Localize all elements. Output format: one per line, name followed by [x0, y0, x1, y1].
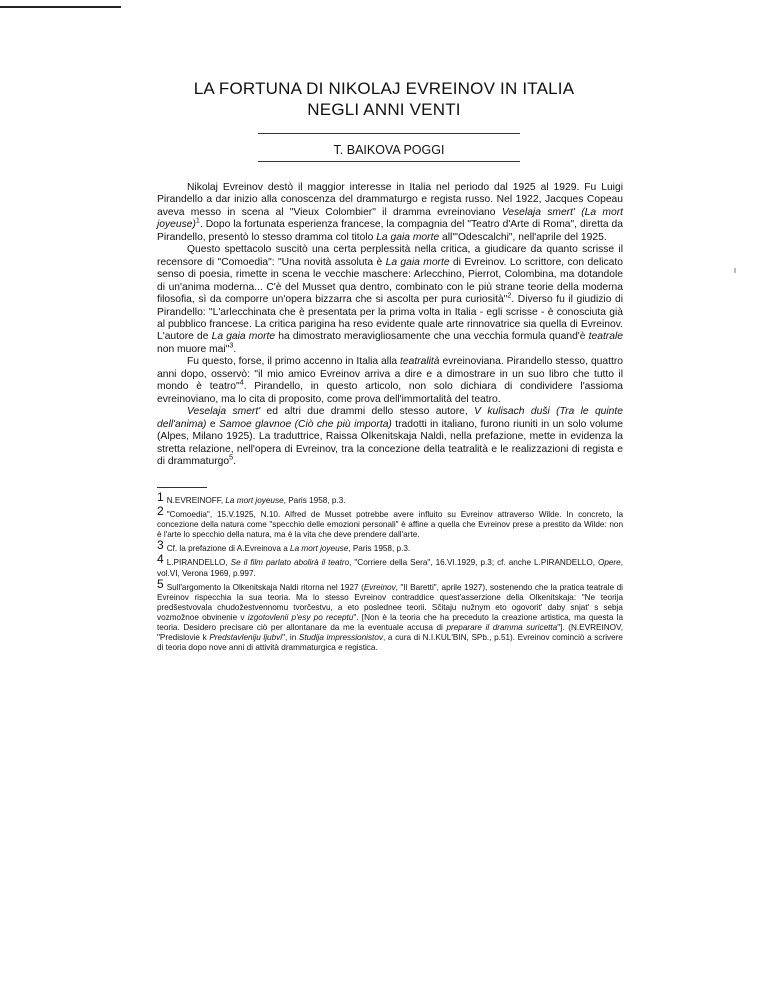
text-run: , vol.VI, Verona 1969, p.997.: [157, 558, 623, 578]
italic-text: Samoe glavnoe (Ciò che più importa): [219, 418, 392, 430]
text-run: Cf. la prefazione di A.Evreinova a: [166, 544, 291, 554]
italic-text: La mort joyeuse: [225, 496, 284, 505]
footnote-ref: 5: [229, 452, 234, 462]
text-run: tradotti in italiano, furono riuniti in un solo volume (Alpes, Milano 1925). La traduttrice, Raissa Olkenitskaja Naldi, nella prefazione, mette in evidenza la stretta relazione, nell'opera di Evreinov, tra la concezione della teatralità e le realizzazioni di regista e di drammaturgo: [157, 418, 623, 467]
article-body: [157, 182, 623, 468]
title-line-2: NEGLI ANNI VENTI: [307, 100, 461, 119]
text-run: "]. (N.EVREINOV, "Predislovie k: [157, 623, 624, 643]
text-run: . Pirandello, in questo articolo, non solo dichiara di condividere l'assioma evreinoviano, ma lo cita di proposito, come prova dell'immortalità del teatro.: [157, 381, 623, 405]
text-run: e: [206, 418, 220, 430]
title-line-1: LA FORTUNA DI NIKOLAJ EVREINOV IN ITALIA: [193, 79, 575, 98]
text-run: ha dimostrato meravigliosamente che una vecchia formula quand'è: [275, 331, 589, 343]
body-paragraph: [157, 244, 623, 356]
top-edge-rule: [0, 6, 121, 8]
scan-mark: [734, 268, 736, 273]
text-run: Questo spettacolo suscitò una certa perplessità nella critica, a giudicare da quanto scrisse il recensore di "Comoedia": "Una novità assoluta è: [157, 244, 623, 268]
italic-text: Opere: [597, 558, 621, 568]
italic-text: La gaia morte: [376, 231, 440, 243]
italic-text: Predstavleniju ljubvi: [209, 633, 283, 643]
footnote: [157, 538, 623, 554]
footnote-ref: 1: [195, 215, 200, 225]
text-run: ". [Non è la teoria che ha preceduto la creazione artistica, ma questa la teoria. Desidero precisare ciò per allontanare da me la eventuale accusa di: [157, 612, 623, 633]
italic-text: La gaia morte: [211, 331, 276, 343]
italic-text: Veselaja smert': [187, 406, 261, 418]
footnote-separator: [157, 487, 207, 488]
italic-text: preparare il dramma suricetta: [446, 623, 558, 633]
footnote-number: 3: [157, 538, 164, 553]
footnote-number: 2: [157, 504, 164, 519]
footnote: [157, 576, 624, 654]
italic-text: teatralità: [400, 356, 440, 368]
footnote-ref: 2: [507, 290, 512, 300]
author-name: T. BAIKOVA POGGI: [333, 143, 445, 157]
text-run: . Diverso fu il giudizio di Pirandello: "L'arlecchinata che è presentata per la prima volta in Italia - egli scrisse - è conosciuta già al pubblico francese. La critica parigina ha reso evidente quale arte rinnovatrice sia quella di Evreinov. L'autore de: [157, 294, 623, 343]
footnote: [157, 490, 623, 506]
text-run: evreinoviana. Pirandello stesso, quattro anni dopo, osservò: "il mio amico Evreinov arriva a dire e a dimostrare in un suo libro che tutto il mondo è teatro": [157, 356, 623, 393]
text-run: ", in: [282, 633, 299, 643]
italic-text: V kulisach duši (Tra le quinte dell'anima): [157, 406, 623, 430]
italic-text: La gaia morte: [385, 256, 450, 268]
text-run: , Paris 1958, p.3.: [283, 496, 346, 505]
text-run: , "Il Baretti", aprile 1927), sostenendo che la pratica teatrale di Evreinov rispecchia la sua teoria. Ma lo stesso Evreinov contraddice quest'asserzione della Olkenitskaja: "Ne teorija predšestvovala chudožestvennomu tvorčestvu, a eto posledneе teorii. Sčitaju nužnym eto ogovorit' daby snjat' s sebja vozmožnoe obvinenie v: [157, 582, 623, 622]
text-run: ed altri due drammi dello stesso autore,: [260, 406, 475, 418]
body-paragraph: [157, 406, 623, 468]
text-run: Fu questo, forse, il primo accenno in Italia alla: [187, 356, 401, 368]
text-run: non muore mai": [157, 343, 230, 355]
italic-text: izgotovlenii p'esy po receptu: [247, 612, 354, 622]
italic-text: Se il film parlato abolirà il teatro: [230, 558, 350, 568]
text-run: Nikolaj Evreinov destò il maggior interesse in Italia nel periodo dal 1925 al 1929. Fu Luigi Pirandello a dar inizio alla conoscenza del drammaturgo e regista russo. Nel 1922, Jacques Copeau aveva messo in scena al "Vieux Colombier" il dramma evreinoviano: [157, 182, 623, 218]
text-run: all'"Odescalchi", nell'aprile del 1925.: [439, 231, 607, 243]
text-run: L.PIRANDELLO,: [166, 558, 231, 568]
italic-text: La mort joyeuse: [290, 544, 349, 554]
body-paragraph: [157, 356, 623, 406]
text-run: , "Corriere della Sera", 16.VI.1929, p.3; cf. anche L.PIRANDELLO,: [349, 558, 598, 568]
text-run: N.EVREINOFF,: [166, 496, 226, 505]
italic-text: teatrale: [588, 331, 623, 343]
text-run: .: [233, 343, 237, 355]
text-run: .: [233, 455, 236, 467]
text-run: "Comoedia", 15.V.1925, N.10. Alfred de Musset potrebbe avere influito su Evreinov attraverso Wilde. In concreto, la concezione della natura come "specchio delle emozioni personali" è affine a quella che Evreinov prese a prestito da Wilde: non è l'arte lo specchio della natura, ma è la vita che deve prendere dall'arte.: [157, 510, 623, 540]
text-run: Sull'argomento la Olkenitskaja Naldi ritorna nel 1927 (: [166, 582, 364, 592]
footnote-ref: 3: [229, 340, 234, 350]
author-rule-top: [258, 133, 520, 134]
text-run: , a cura di N.I.KUL'BIN, SPb., p.51). Evreinov cominciò a scrivere di teoria dopo nove anni di attività drammaturgica e registica.: [157, 633, 623, 653]
footnotes: [157, 490, 624, 657]
author-rule-bottom: [258, 161, 520, 162]
footnote-number: 5: [157, 576, 164, 591]
text-run: . Dopo la fortunata esperienza francese, la compagnia del "Teatro d'Arte di Roma", diretta da Pirandello, presentò lo stesso dramma col titolo: [157, 219, 623, 243]
text-run: , Paris 1958, p.3.: [348, 544, 411, 554]
text-run: di Evreinov. Lo scrittore, con delicato senso di poesia, rimette in scena le vecchie maschere: Arlecchino, Pierrot, Colombina, ma dotandole di un'anima moderna... C'è del Musset qua dentro, combinato con le più strane teorie della moderna filosofia, sì da comporre un'opera bizzarra che si ascolta per pura curiosità": [157, 256, 623, 306]
footnote: [157, 504, 623, 540]
footnote: [157, 552, 623, 578]
footnote-ref: 4: [239, 377, 244, 387]
footnote-number: 1: [157, 490, 164, 504]
footnote-number: 4: [157, 552, 164, 567]
body-paragraph: [157, 182, 623, 244]
italic-text: Veselaja smert' (La mort joyeuse): [157, 206, 624, 231]
italic-text: Studija impressionistov: [298, 633, 383, 643]
italic-text: Evreinov: [363, 582, 396, 592]
article-title: [120, 78, 648, 120]
